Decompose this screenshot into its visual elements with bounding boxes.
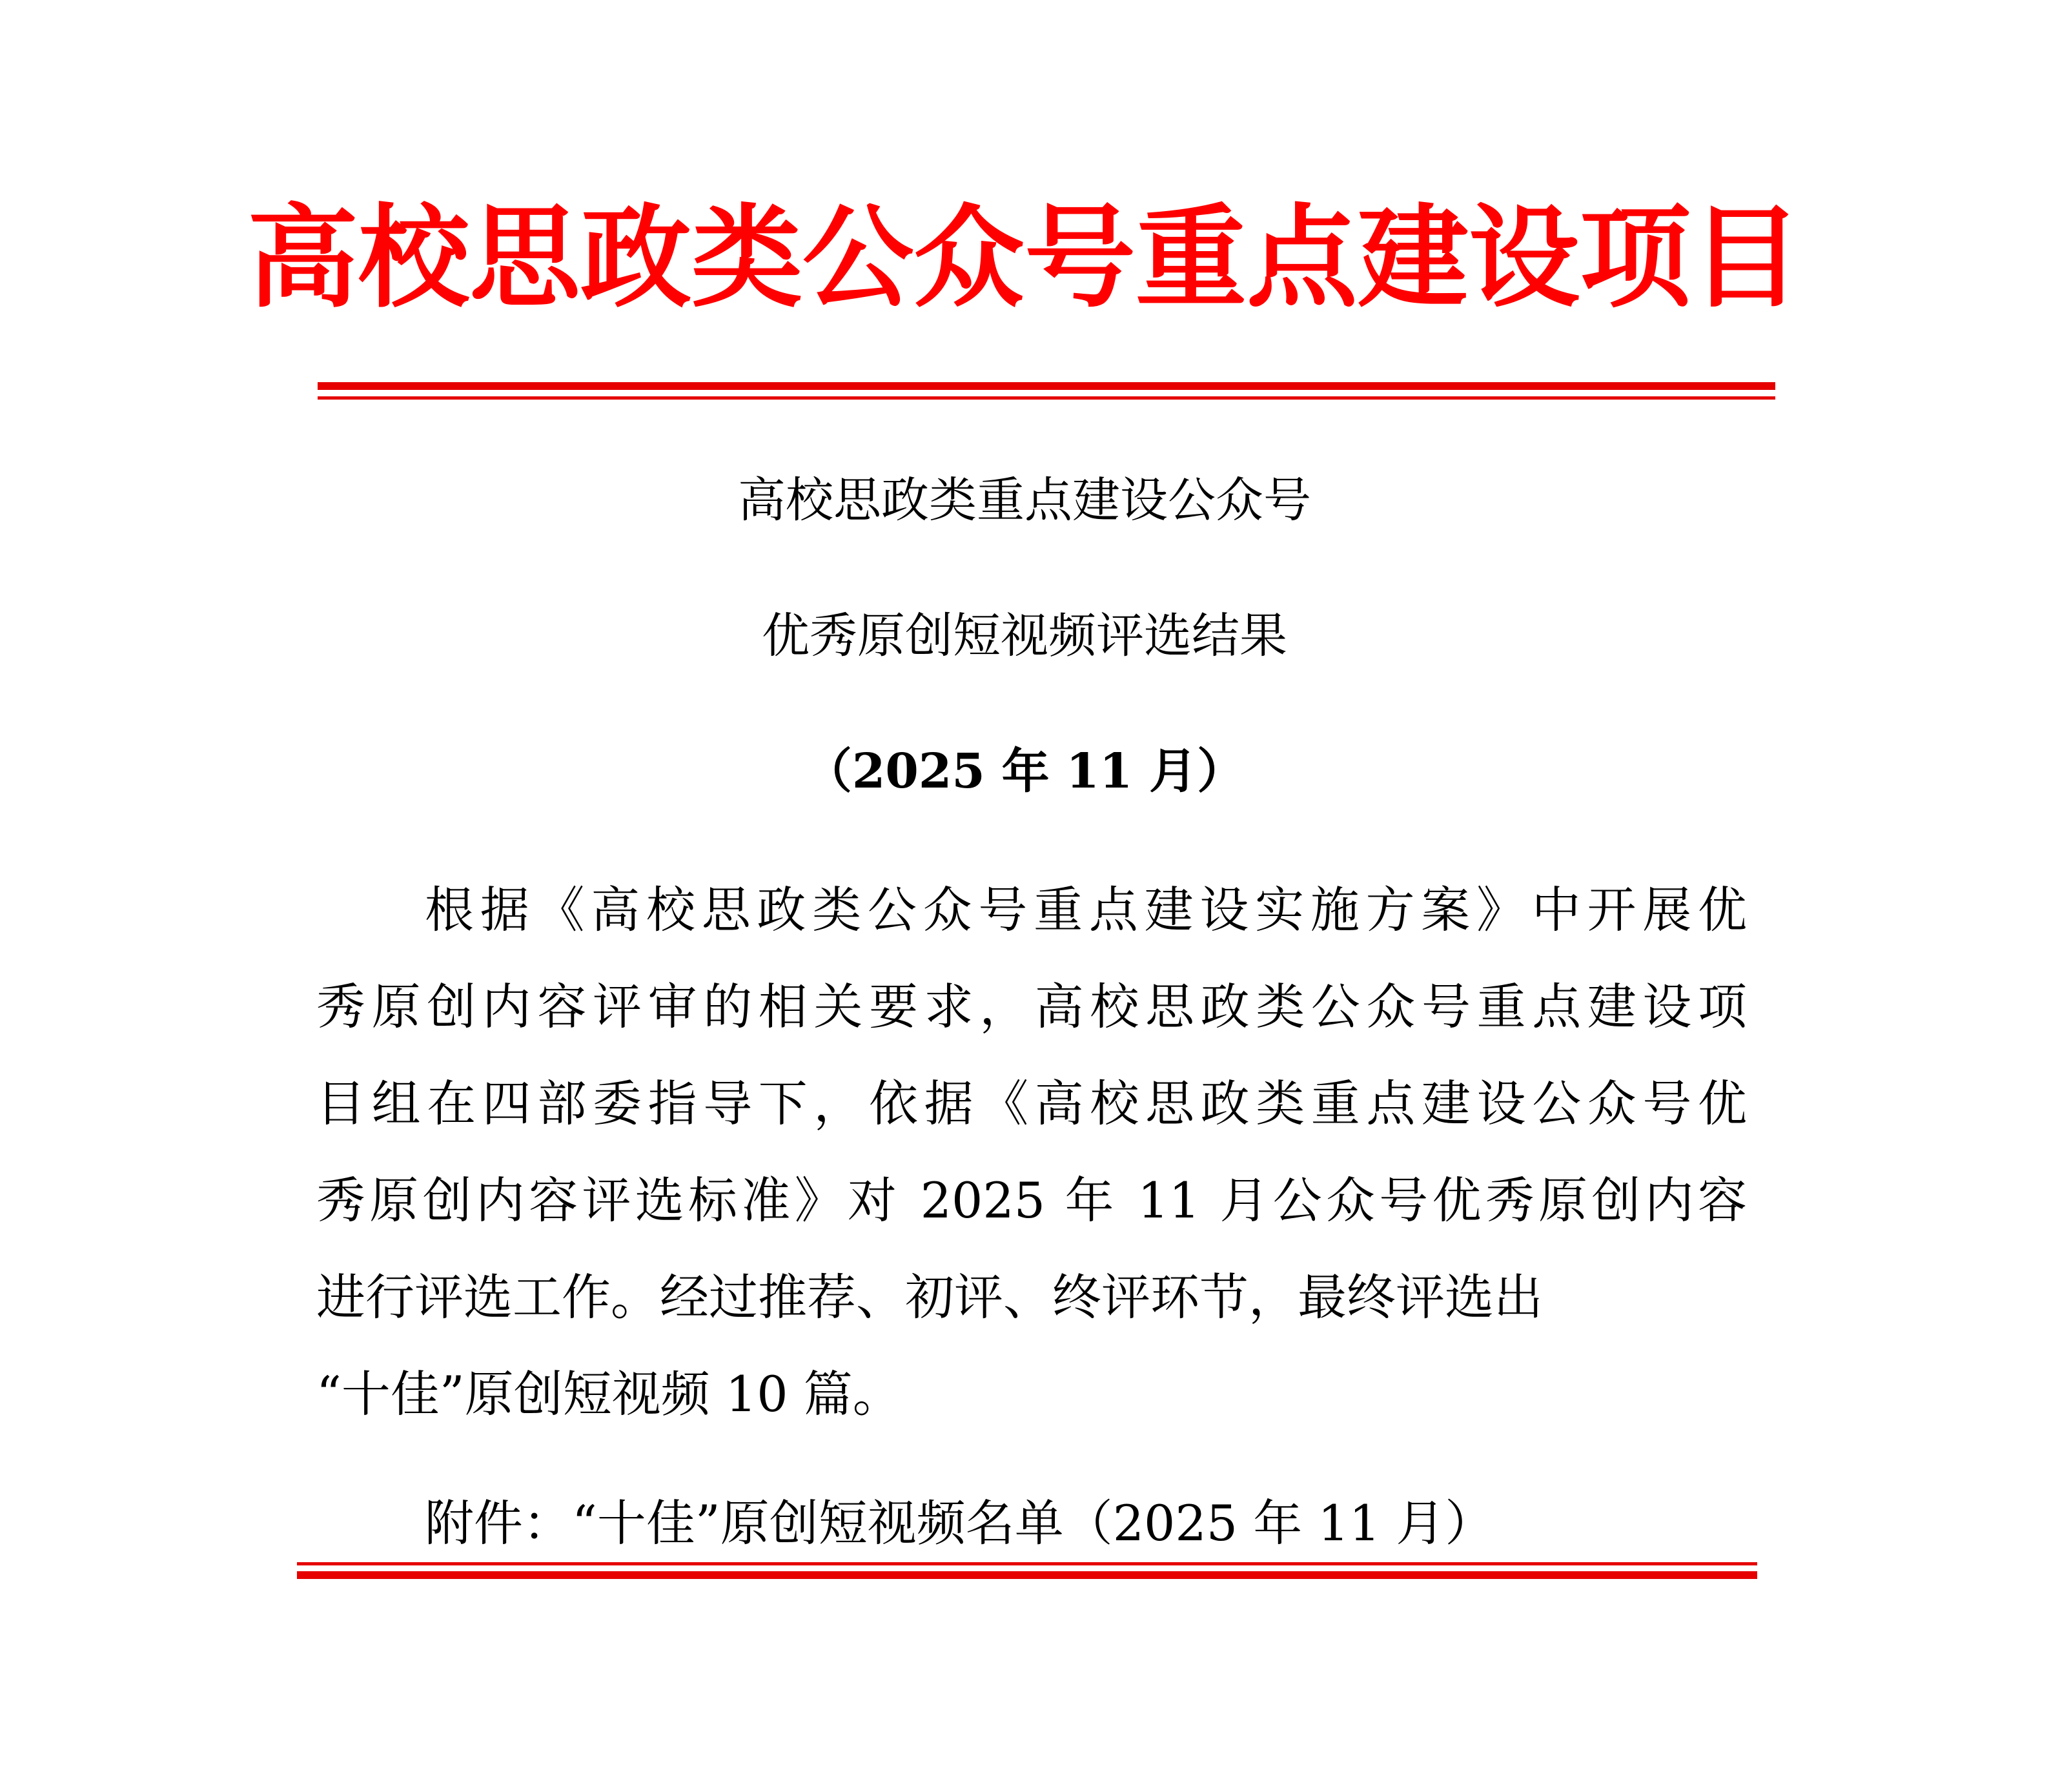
body-line: 根据《高校思政类公众号重点建设实施方案》中开展优 — [425, 881, 1747, 939]
header-divider — [318, 382, 1775, 402]
body-line: “十佳”原创短视频 10 篇。 — [316, 1365, 902, 1423]
subtitle-date: （2025 年 11 月） — [804, 744, 1245, 799]
footer-divider-thin-line — [297, 1562, 1757, 1565]
body-paragraph — [316, 862, 1747, 1443]
header-divider-thin-line — [318, 396, 1775, 400]
footer-divider-thick-line — [297, 1571, 1757, 1579]
footer-divider — [297, 1562, 1757, 1582]
document-header-title: 高校思政类公众号重点建设项目 — [247, 193, 1802, 323]
body-line: 进行评选工作。经过推荐、初评、终评环节，最终评选出 — [316, 1268, 1543, 1326]
subtitle-line-1: 高校思政类重点建设公众号 — [738, 473, 1311, 528]
attachment-note: 附件：“十佳”原创短视频名单（2025 年 11 月） — [425, 1494, 1494, 1552]
body-line: 秀原创内容评选标准》对 2025 年 11 月公众号优秀原创内容 — [316, 1172, 1747, 1229]
body-line: 秀原创内容评审的相关要求，高校思政类公众号重点建设项 — [316, 978, 1747, 1035]
body-line: 目组在四部委指导下，依据《高校思政类重点建设公众号优 — [316, 1075, 1747, 1132]
header-divider-thick-line — [318, 382, 1775, 390]
subtitle-line-2: 优秀原创短视频评选结果 — [762, 608, 1287, 664]
